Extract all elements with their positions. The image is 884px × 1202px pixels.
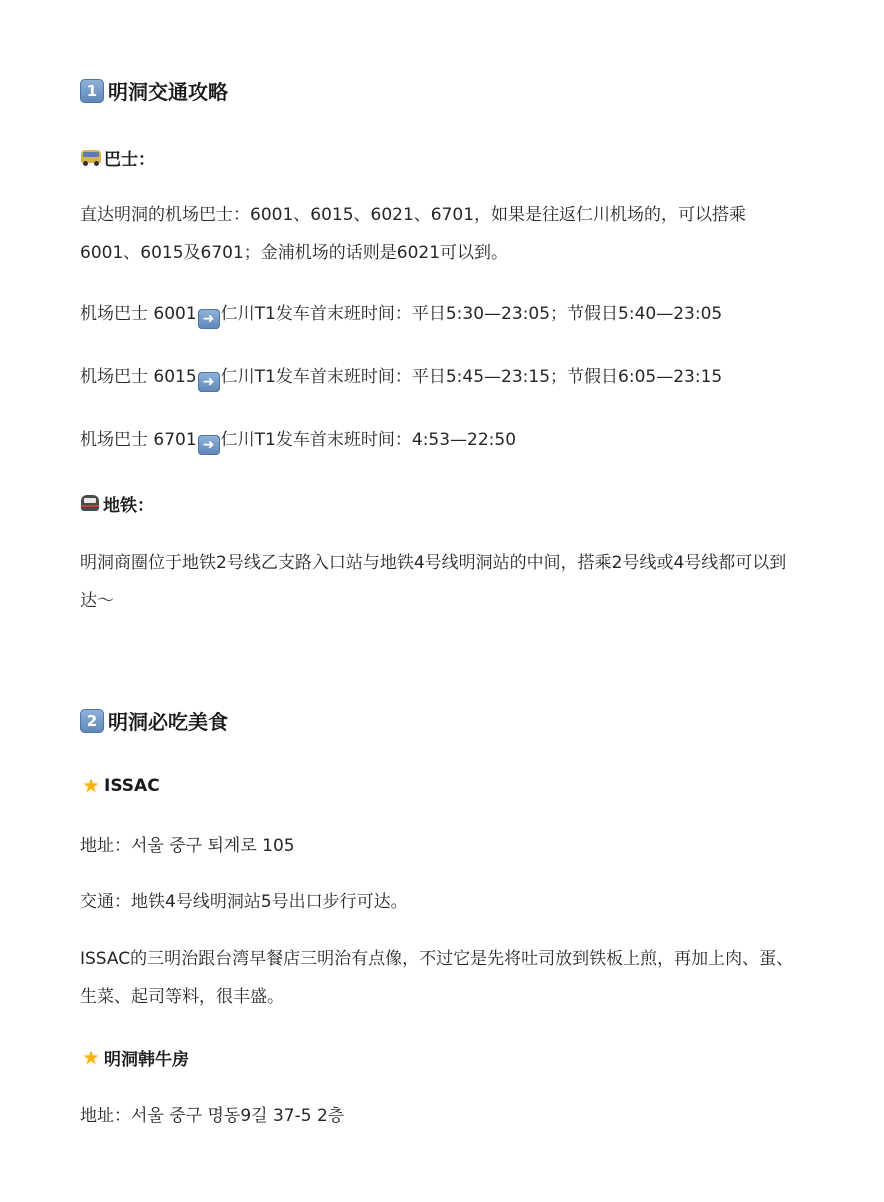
restaurant-name: 明洞韩牛房 bbox=[104, 1050, 189, 1070]
restaurant-heading-hanwoo bbox=[80, 1045, 189, 1070]
hanwoo-address: 地址：서울 중구 명동9길 37-5 2층 bbox=[80, 1106, 345, 1126]
metro-heading-label: 地铁： bbox=[103, 496, 154, 516]
keycap-number-icon: 2 bbox=[80, 709, 104, 733]
route-prefix: 机场巴士 6001 bbox=[80, 304, 197, 324]
right-arrow-icon: ➜ bbox=[198, 435, 220, 455]
bus-heading bbox=[80, 145, 155, 170]
restaurant-heading-isaac bbox=[80, 775, 160, 797]
glowing-star-icon: ★ bbox=[82, 775, 100, 797]
metro-paragraph: 明洞商圈位于地铁2号线乙支路入口站与地铁4号线明洞站的中间，搭乘2号线或4号线都可以到达～ bbox=[80, 553, 787, 611]
route-prefix: 机场巴士 6701 bbox=[80, 430, 197, 450]
glowing-star-icon: ★ bbox=[82, 1046, 100, 1069]
right-arrow-icon: ➜ bbox=[198, 372, 220, 392]
isaac-description: ISSAC的三明治跟台湾早餐店三明治有点像，不过它是先将吐司放到铁板上煎，再加上肉、蛋、生菜、起司等料，很丰盛。 bbox=[80, 949, 794, 1007]
route-schedule: 仁川T1发车首末班时间：平日5:45—23:15；节假日6:05—23:15 bbox=[220, 367, 723, 387]
section-heading-transport bbox=[80, 76, 228, 105]
section-title: 明洞必吃美食 bbox=[108, 710, 228, 734]
isaac-transport: 交通：地铁4号线明洞站5号出口步行可达。 bbox=[80, 892, 408, 912]
section-title: 明洞交通攻略 bbox=[108, 80, 228, 104]
isaac-address: 地址：서울 중구 퇴계로 105 bbox=[80, 836, 295, 856]
route-schedule: 仁川T1发车首末班时间：4:53—22:50 bbox=[220, 430, 517, 450]
bus-route-6001 bbox=[80, 302, 722, 329]
right-arrow-icon: ➜ bbox=[198, 309, 220, 329]
metro-heading bbox=[80, 491, 154, 516]
bus-icon bbox=[80, 149, 102, 167]
route-schedule: 仁川T1发车首末班时间：平日5:30—23:05；节假日5:40—23:05 bbox=[220, 304, 723, 324]
keycap-number-icon: 1 bbox=[80, 79, 104, 103]
restaurant-name: ISSAC bbox=[104, 776, 160, 796]
section-heading-food bbox=[80, 706, 228, 735]
bus-intro-paragraph: 直达明洞的机场巴士：6001、6015、6021、6701，如果是往返仁川机场的，可以搭乘6001、6015及6701；金浦机场的话则是6021可以到。 bbox=[80, 205, 747, 263]
metro-icon bbox=[80, 494, 100, 514]
bus-route-6015 bbox=[80, 365, 722, 392]
bus-route-6701 bbox=[80, 428, 516, 455]
bus-heading-label: 巴士： bbox=[104, 150, 155, 170]
route-prefix: 机场巴士 6015 bbox=[80, 367, 197, 387]
